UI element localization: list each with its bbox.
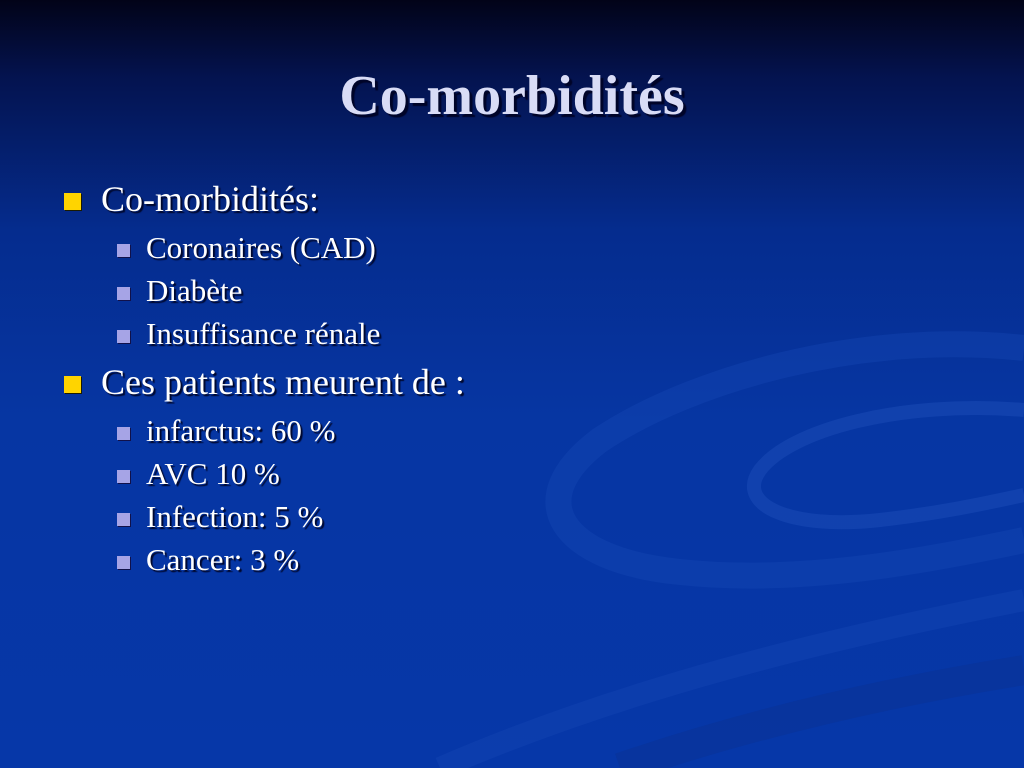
sub-bullet-label: infarctus: 60 % <box>146 413 336 448</box>
square-bullet-icon <box>117 427 130 440</box>
sub-bullet-insuffisance-renale <box>0 312 1024 355</box>
bullet-label: Co-morbidités: <box>101 179 319 219</box>
sub-bullet-avc <box>0 452 1024 495</box>
sub-bullet-label: Infection: 5 % <box>146 499 324 534</box>
square-bullet-icon <box>117 287 130 300</box>
bullet-causes-deces <box>0 355 1024 409</box>
sub-bullet-label: Insuffisance rénale <box>146 316 381 351</box>
sub-bullet-infarctus <box>0 409 1024 452</box>
square-bullet-icon <box>117 513 130 526</box>
square-bullet-icon <box>117 470 130 483</box>
sub-bullet-infection <box>0 495 1024 538</box>
bullet-comorbidites <box>0 172 1024 226</box>
square-bullet-icon <box>64 193 81 210</box>
sub-bullet-diabete <box>0 269 1024 312</box>
sub-bullet-label: AVC 10 % <box>146 456 280 491</box>
bullet-list <box>0 172 1024 581</box>
square-bullet-icon <box>117 244 130 257</box>
bullet-label: Ces patients meurent de : <box>101 362 465 402</box>
sub-bullet-cancer <box>0 538 1024 581</box>
square-bullet-icon <box>64 376 81 393</box>
square-bullet-icon <box>117 556 130 569</box>
sub-bullet-label: Coronaires (CAD) <box>146 230 376 265</box>
slide-title: Co-morbidités <box>339 65 685 127</box>
square-bullet-icon <box>117 330 130 343</box>
sub-bullet-label: Diabète <box>146 273 243 308</box>
sub-bullet-label: Cancer: 3 % <box>146 542 300 577</box>
sub-bullet-coronaires <box>0 226 1024 269</box>
